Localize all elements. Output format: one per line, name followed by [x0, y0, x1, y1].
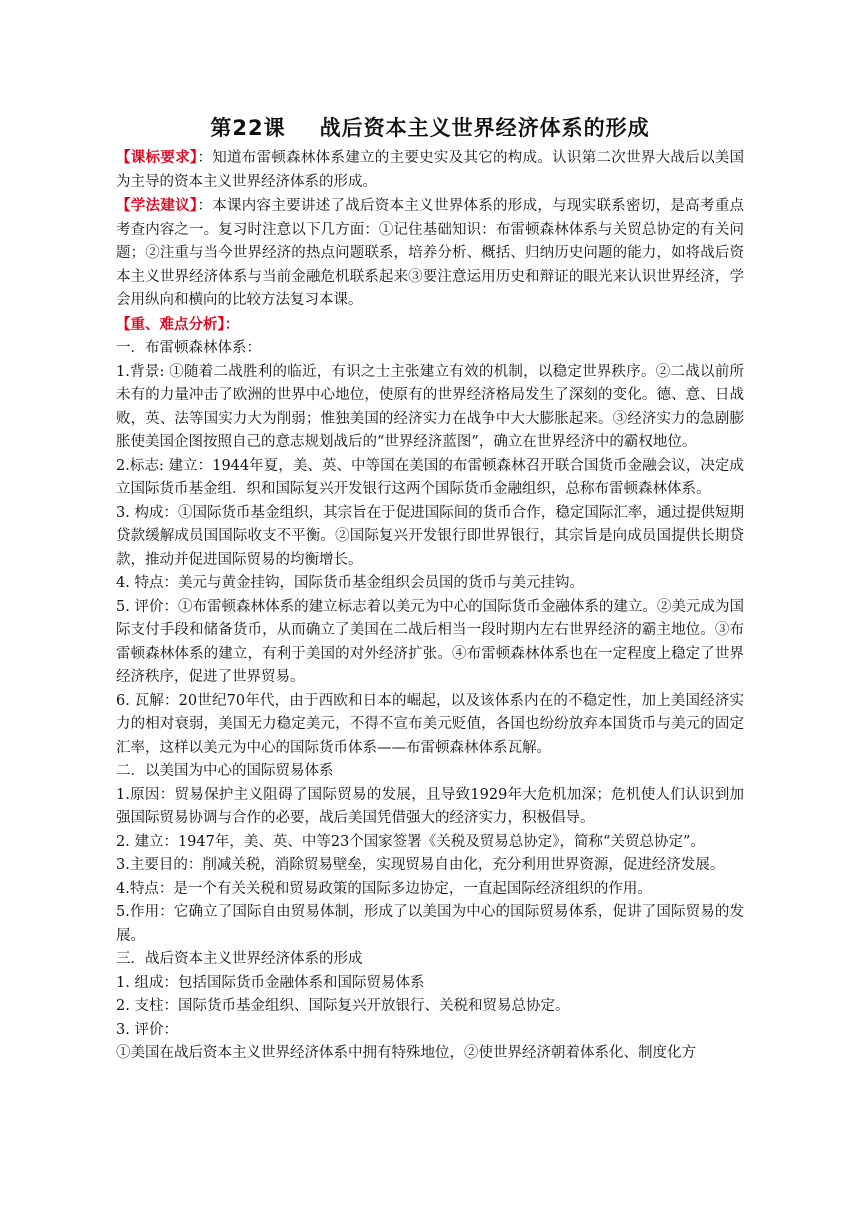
section3-item: 1. 组成：包括国际货币金融体系和国际贸易体系 — [116, 974, 425, 991]
section1-item: 1.背景: ①随着二战胜利的临近，有识之士主张建立有效的机制，以稳定世界秩序。②二战以前所未有的力量冲击了欧洲的世界中心地位，使原有的世界经济格局发生了深刻的变化。德、意、日战败，英、法等国实力大为削弱；惟独美国的经济实力在战争中大大膨胀起来。③经济实力的急剧膨胀使美国企图按照自己的意志规划战后的“世界经济蓝图”，确立在世界经济中的霸权地位。 — [116, 363, 744, 450]
advice-tag: 【学法建议】 — [116, 197, 198, 214]
section3-item: ①美国在战后资本主义世界经济体系中拥有特殊地位，②使世界经济朝着体系化、制度化方 — [116, 1045, 696, 1061]
lesson-number: 第22课 — [210, 116, 286, 140]
section-heading-2: 二．以美国为中心的国际贸易体系 — [116, 763, 334, 779]
page-title — [116, 112, 744, 144]
section1-item: 4. 特点：美元与黄金挂钩，国际货币基金组织会员国的货币与美元挂钩。 — [116, 575, 584, 591]
analysis-tag: 【重、难点分析】： — [116, 315, 240, 333]
section-heading-3: 三．战后资本主义世界经济体系的形成 — [116, 951, 363, 967]
standard-text: ：知道布雷顿森林体系建立的主要史实及其它的构成。认识第二次世界大战后以美国为主导的资本主义世界经济体系的形成。 — [116, 150, 745, 190]
analysis-heading — [116, 313, 744, 338]
section1-item: 5. 评价：①布雷顿森林体系的建立标志着以美元为中心的国际货币金融体系的建立。②美元成为国际支付手段和储备货币，从而确立了美国在二战后相当一段时期内左右世界经济的霸主地位。③布雷顿森林体系的建立，有利于美国的对外经济扩张。④布雷顿森林体系也在一定程度上稳定了世界经济秩序，促进了世界贸易。 — [116, 598, 744, 685]
section3-item: 3. 评价： — [116, 1021, 178, 1038]
section1-item: 3. 构成：①国际货币基金组织，其宗旨在于促进国际间的货币合作，稳定国际汇率，通过提供短期贷款缓解成员国国际收支不平衡。②国际复兴开发银行即世界银行，其宗旨是向成员国提供长期贷款，推动并促进国际贸易的均衡增长。 — [116, 504, 744, 568]
section-heading-1: 一．布雷顿森林体系： — [116, 340, 261, 356]
section2-item: 5.作用：它确立了国际自由贸易体制，形成了以美国为中心的国际贸易体系，促讲了国际贸易的发展。 — [116, 904, 744, 944]
lesson-name: 战后资本主义世界经济体系的形成 — [319, 116, 650, 140]
advice-paragraph — [116, 194, 744, 313]
standard-paragraph — [116, 146, 744, 194]
advice-text: ：本课内容主要讲述了战后资本主义世界体系的形成，与现实联系密切，是高考重点考查内容之一。复习时注意以下几方面：①记住基础知识：布雷顿森林体系与关贸总协定的有关问题；②注重与当今世界经济的热点问题联系，培养分析、概括、归纳历史问题的能力，如将战后资本主义世界经济体系与当前金融危机联系起来③要注意运用历史和辩证的眼光来认识世界经济，学会用纵向和横向的比较方法复习本课。 — [116, 198, 745, 308]
section2-item: 3.主要目的：削减关税，消除贸易壁垒，实现贸易自由化，充分利用世界资源，促进经济发展。 — [116, 857, 725, 873]
section2-item: 2. 建立：1947年，美、英、中等23个国家签署《关税及贸易总协定》，简称“关贸总协定”。 — [116, 833, 705, 850]
standard-tag: 【课标要求】 — [116, 149, 198, 166]
document-page — [116, 112, 744, 1066]
section1-item: 6. 瓦解：20世纪70年代，由于西欧和日本的崛起，以及该体系内在的不稳定性，加上美国经济实力的相对衰弱，美国无力稳定美元，不得不宣布美元贬值，各国也纷纷放弃本国货币与美元的固定汇率，这样以美元为中心的国际货币体系——布雷顿森林体系瓦解。 — [116, 692, 744, 756]
section2-item: 1.原因：贸易保护主义阻碍了国际贸易的发展，且导致1929年大危机加深；危机使人们认识到加强国际贸易协调与合作的必要，战后美国凭借强大的经济实力，积极倡导。 — [116, 786, 744, 826]
section3-item: 2. 支柱：国际货币基金组织、国际复兴开放银行、关税和贸易总协定。 — [116, 998, 570, 1014]
section1-item: 2.标志: 建立：1944年夏，美、英、中等国在美国的布雷顿森林召开联合国货币金融会议，决定成立国际货币基金组．织和国际复兴开发银行这两个国际货币金融组织，总称布雷顿森林体系。 — [116, 457, 744, 497]
section2-item: 4.特点：是一个有关关税和贸易政策的国际多边协定，一直起国际经济组织的作用。 — [116, 880, 652, 897]
